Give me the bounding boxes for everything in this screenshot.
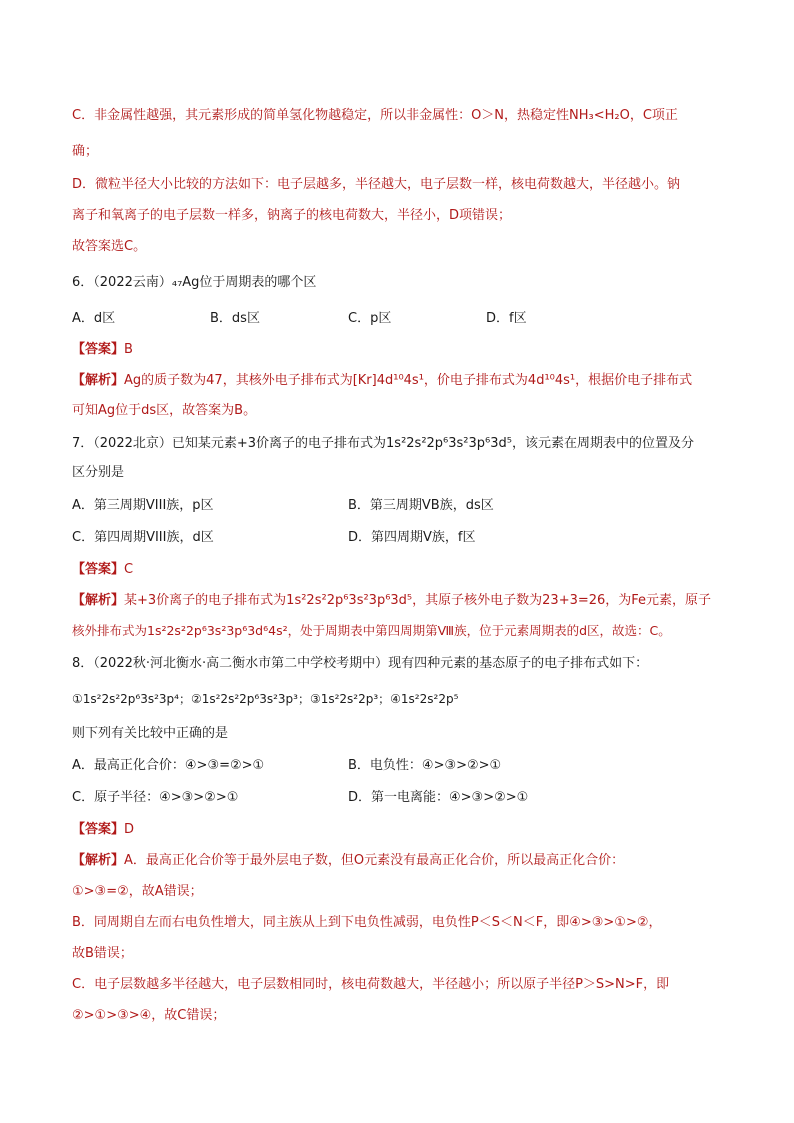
q7-analysis-line2: 核外排布式为1s²2s²2p⁶3s²3p⁶3d⁶4s²，处于周期表中第四周期第Ⅷ族，位于元素周期表的d区，故选：C。: [72, 623, 671, 638]
q7-analysis-line1: [72, 591, 732, 611]
q8-analysis-b-line1: B．同周期自左而右电负性增大，同主族从上到下电负性减弱，电负性P＜S＜N＜F，即④>③>①>②，: [72, 915, 662, 930]
q6-stem: 6．（2022云南）₄₇Ag位于周期表的哪个区: [72, 275, 317, 290]
analysis-label: 【解析】: [72, 853, 125, 868]
q7-option-c: C．第四周期VIII族，d区: [72, 530, 214, 545]
answer-value: B: [124, 342, 133, 357]
answer-label: 【答案】: [72, 562, 125, 577]
q7-option-d: D．第四周期V族，f区: [348, 530, 476, 545]
q7-option-a: A．第三周期VIII族，p区: [72, 498, 214, 513]
q8-option-d: D．第一电离能：④>③>②>①: [348, 790, 529, 805]
q5-option-c-analysis-line2: 确；: [72, 144, 99, 159]
q8-option-b: B．电负性：④>③>②>①: [348, 758, 502, 773]
q8-option-c: C．原子半径：④>③>②>①: [72, 790, 239, 805]
analysis-text: A．最高正化合价等于最外层电子数，但O元素没有最高正化合价，所以最高正化合价：: [124, 853, 625, 868]
analysis-label: 【解析】: [72, 373, 125, 388]
q5-conclusion: 故答案选C。: [72, 239, 147, 254]
q6-option-c: C．p区: [348, 311, 392, 326]
q8-configurations: ①1s²2s²2p⁶3s²3p⁴；②1s²2s²2p⁶3s²3p³；③1s²2s²2p³；④1s²2s²2p⁵: [72, 692, 459, 706]
analysis-text: Ag的质子数为47，其核外电子排布式为[Kr]4d¹⁰4s¹，价电子排布式为4d¹⁰4s¹，根据价电子排布式: [124, 373, 693, 388]
q6-option-d: D．f区: [486, 311, 527, 326]
q6-answer: [72, 340, 732, 360]
answer-value: C: [124, 562, 134, 577]
analysis-label: 【解析】: [72, 593, 125, 608]
q8-answer: [72, 820, 732, 840]
q8-analysis-b-line2: 故B错误；: [72, 946, 133, 961]
answer-label: 【答案】: [72, 342, 125, 357]
q6-option-a: A．d区: [72, 311, 116, 326]
q8-analysis-c-line2: ②>①>③>④，故C错误；: [72, 1008, 226, 1023]
q7-stem-line1: 7．（2022北京）已知某元素+3价离子的电子排布式为1s²2s²2p⁶3s²3p⁶3d⁵，该元素在周期表中的位置及分: [72, 436, 694, 451]
q7-answer: [72, 560, 732, 580]
q6-analysis-line2: 可知Ag位于ds区，故答案为B。: [72, 403, 257, 418]
answer-value: D: [124, 822, 135, 837]
answer-label: 【答案】: [72, 822, 125, 837]
q7-stem-line2: 区分别是: [72, 465, 125, 480]
q8-analysis-a-line2: ①>③=②，故A错误；: [72, 884, 203, 899]
q8-analysis-c-line1: C．电子层数越多半径越大，电子层数相同时，核电荷数越大，半径越小；所以原子半径P＞S>N>F，即: [72, 977, 670, 992]
q8-analysis-a-line1: [72, 851, 732, 871]
q6-option-b: B．ds区: [210, 311, 260, 326]
q8-option-a: A．最高正化合价：④>③=②>①: [72, 758, 265, 773]
q5-option-d-analysis-line2: 离子和氧离子的电子层数一样多，钠离子的核电荷数大，半径小，D项错误；: [72, 208, 512, 223]
q5-option-d-analysis-line1: D．微粒半径大小比较的方法如下：电子层越多，半径越大，电子层数一样，核电荷数越大，半径越小。钠: [72, 177, 681, 192]
q5-option-c-analysis-line1: C．非金属性越强，其元素形成的简单氢化物越稳定，所以非金属性：O＞N，热稳定性NH₃<H₂O，C项正: [72, 108, 678, 123]
q6-analysis-line1: [72, 371, 732, 391]
q7-option-b: B．第三周期VB族，ds区: [348, 498, 494, 513]
q8-stem: 8．（2022秋·河北衡水·高二衡水市第二中学校考期中）现有四种元素的基态原子的电子排布式如下：: [72, 656, 649, 671]
analysis-text: 某+3价离子的电子排布式为1s²2s²2p⁶3s²3p⁶3d⁵，其原子核外电子数为23+3=26，为Fe元素，原子: [124, 593, 712, 608]
q8-question: 则下列有关比较中正确的是: [72, 726, 229, 741]
